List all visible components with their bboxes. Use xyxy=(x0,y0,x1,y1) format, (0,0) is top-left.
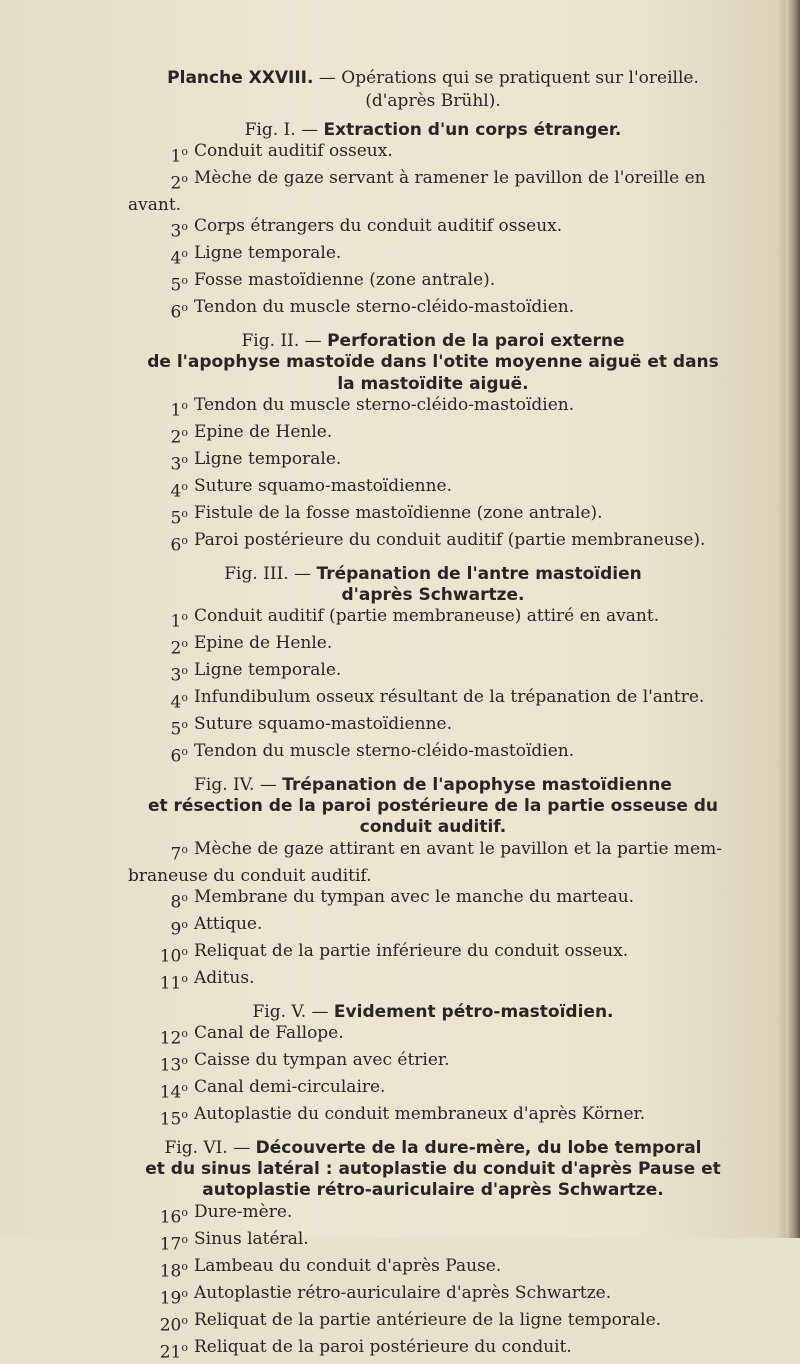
legend-number: 6$^o$ xyxy=(170,300,188,323)
legend-text: Ligne temporale. xyxy=(194,660,342,681)
legend-item xyxy=(128,1023,738,1050)
plate-subject: — Opérations qui se pratiquent sur l'oreille. xyxy=(313,68,699,88)
legend-text: Conduit auditif osseux. xyxy=(194,140,393,161)
legend-item xyxy=(128,297,738,324)
legend-text: Tendon du muscle sterno-cléido-mastoïdien. xyxy=(194,296,575,317)
figure-heading xyxy=(128,564,738,585)
figure-label: Fig. I. — xyxy=(244,119,324,140)
legend-item xyxy=(128,141,738,168)
figure-title: Trépanation de l'apophyse mastoïdienne xyxy=(282,774,672,795)
legend-text: Dure-mère. xyxy=(194,1201,293,1222)
legend-item xyxy=(128,476,738,503)
plate-number: Planche XXVIII. xyxy=(167,68,314,88)
figure-title: et résection de la paroi postérieure de la partie osseuse du xyxy=(147,796,719,817)
figure-title: conduit auditif. xyxy=(359,817,507,838)
legend-item xyxy=(128,1283,738,1310)
figure-heading-continued xyxy=(128,1180,738,1201)
figure-heading xyxy=(128,1138,738,1159)
legend-item xyxy=(128,168,738,195)
legend-item xyxy=(128,606,738,633)
figure-heading-continued xyxy=(128,585,738,606)
figure-title: Perforation de la paroi externe xyxy=(327,330,625,351)
figure-title: la mastoïdite aiguë. xyxy=(337,373,529,394)
legend-number: 1$^o$ xyxy=(170,610,188,632)
legend-item xyxy=(128,216,738,243)
figure-label: Fig. III. — xyxy=(224,563,317,584)
legend-text: Membrane du tympan avec le manche du marteau. xyxy=(194,886,635,907)
figure-section xyxy=(128,1002,738,1131)
figure-label: Fig. II. — xyxy=(241,330,328,351)
legend-text: Autoplastie rétro-auriculaire d'après Schwartze. xyxy=(194,1282,612,1303)
page-edge-shadow xyxy=(786,0,800,1238)
legend-item xyxy=(128,530,738,557)
legend-text: Canal de Fallope. xyxy=(194,1023,344,1044)
legend-item xyxy=(128,687,738,714)
figure-heading-continued xyxy=(128,1159,738,1180)
legend-item xyxy=(128,714,738,741)
legend-item xyxy=(128,968,738,995)
legend-item xyxy=(128,741,738,768)
legend-text: Suture squamo-mastoïdienne. xyxy=(194,475,452,496)
legend-number: 11$^o$ xyxy=(159,971,188,994)
legend-text: Attique. xyxy=(194,913,263,934)
legend-item xyxy=(128,395,738,422)
legend-item xyxy=(128,1256,738,1283)
legend-text: Tendon du muscle sterno-cléido-mastoïdien. xyxy=(194,740,575,761)
legend-number: 2$^o$ xyxy=(170,637,188,659)
legend-item xyxy=(128,941,738,968)
legend-number: 4$^o$ xyxy=(170,247,188,269)
figure-heading-continued xyxy=(128,352,738,373)
legend-number: 5$^o$ xyxy=(170,506,188,529)
figure-list xyxy=(128,120,738,1364)
legend-item xyxy=(128,243,738,270)
legend-item xyxy=(128,1310,738,1337)
legend-text: Reliquat de la partie inférieure du conduit osseux. xyxy=(194,940,629,961)
legend-number: 4$^o$ xyxy=(170,479,188,502)
plate-title xyxy=(128,68,738,89)
legend-text: Epine de Henle. xyxy=(194,633,333,654)
legend-text: Sinus latéral. xyxy=(194,1228,309,1249)
legend-number: 2$^o$ xyxy=(170,171,188,194)
legend-number: 20$^o$ xyxy=(159,1313,188,1336)
legend-number: 13$^o$ xyxy=(159,1054,188,1076)
figure-title: Evidement pétro-mastoïdien. xyxy=(333,1001,614,1022)
figure-section xyxy=(128,1138,738,1364)
figure-label: Fig. IV. — xyxy=(194,774,283,795)
figure-heading-continued xyxy=(128,796,738,817)
legend-text: Caisse du tympan avec étrier. xyxy=(194,1050,450,1071)
legend-item xyxy=(128,270,738,297)
legend-item xyxy=(128,1104,738,1131)
legend-number: 3$^o$ xyxy=(170,220,188,242)
figure-title: de l'apophyse mastoïde dans l'otite moyenne aiguë et dans xyxy=(147,352,719,373)
legend-number: 1$^o$ xyxy=(170,144,188,167)
legend-number: 18$^o$ xyxy=(159,1259,188,1282)
legend-number: 3$^o$ xyxy=(170,452,188,475)
legend-text: Autoplastie du conduit membraneux d'après Körner. xyxy=(194,1103,646,1124)
legend-text: Corps étrangers du conduit auditif osseux. xyxy=(194,216,563,237)
figure-section xyxy=(128,120,738,324)
legend-number: 10$^o$ xyxy=(159,944,188,967)
legend-number: 16$^o$ xyxy=(159,1205,188,1228)
figure-title: Extraction d'un corps étranger. xyxy=(323,119,622,140)
plate-legend xyxy=(128,68,738,1364)
legend-number: 21$^o$ xyxy=(159,1340,188,1363)
legend-text: Epine de Henle. xyxy=(194,421,333,442)
figure-heading xyxy=(128,1002,738,1023)
legend-number: 19$^o$ xyxy=(159,1286,188,1309)
legend-number: 5$^o$ xyxy=(170,717,188,740)
legend-text: Fosse mastoïdienne (zone antrale). xyxy=(194,270,496,290)
figure-label: Fig. V. — xyxy=(252,1001,334,1022)
figure-title: Trépanation de l'antre mastoïdien xyxy=(316,563,642,584)
figure-title: et du sinus latéral : autoplastie du conduit d'après Pause et xyxy=(145,1159,721,1180)
figure-heading xyxy=(128,120,738,141)
legend-text: Fistule de la fosse mastoïdienne (zone antrale). xyxy=(194,502,603,523)
legend-text: Mèche de gaze attirant en avant le pavillon et la partie mem- xyxy=(194,838,722,859)
legend-item xyxy=(128,449,738,476)
legend-item xyxy=(128,1050,738,1077)
legend-item xyxy=(128,1202,738,1229)
legend-text-continued: avant. xyxy=(128,194,182,215)
legend-number: 4$^o$ xyxy=(170,690,188,713)
legend-text: Conduit auditif (partie membraneuse) attiré en avant. xyxy=(194,606,660,627)
figure-heading xyxy=(128,331,738,352)
figure-heading-continued xyxy=(128,374,738,395)
figure-section xyxy=(128,564,738,768)
legend-number: 14$^o$ xyxy=(159,1080,188,1103)
legend-text-continued: braneuse du conduit auditif. xyxy=(128,865,372,886)
legend-number: 12$^o$ xyxy=(159,1027,188,1049)
legend-item xyxy=(128,633,738,660)
legend-item xyxy=(128,660,738,687)
legend-number: 8$^o$ xyxy=(170,890,188,913)
legend-item xyxy=(128,914,738,941)
legend-number: 6$^o$ xyxy=(170,533,188,556)
legend-text: Mèche de gaze servant à ramener le pavillon de l'oreille en xyxy=(194,167,706,188)
legend-number: 3$^o$ xyxy=(170,664,188,686)
legend-text: Suture squamo-mastoïdienne. xyxy=(194,713,452,734)
legend-text: Canal demi-circulaire. xyxy=(194,1076,386,1097)
legend-text: Lambeau du conduit d'après Pause. xyxy=(194,1255,502,1276)
legend-item xyxy=(128,1337,738,1364)
legend-text: Ligne temporale. xyxy=(194,448,342,469)
legend-text: Paroi postérieure du conduit auditif (partie membraneuse). xyxy=(194,529,706,550)
legend-item xyxy=(128,887,738,914)
legend-number: 9$^o$ xyxy=(170,917,188,940)
legend-number: 2$^o$ xyxy=(170,425,188,448)
figure-title: Découverte de la dure-mère, du lobe temporal xyxy=(255,1137,702,1158)
legend-item xyxy=(128,1077,738,1104)
legend-text: Ligne temporale. xyxy=(194,243,342,264)
legend-item xyxy=(128,422,738,449)
figure-heading-continued xyxy=(128,817,738,838)
legend-number: 17$^o$ xyxy=(159,1232,188,1255)
legend-text: Reliquat de la partie antérieure de la ligne temporale. xyxy=(194,1309,662,1330)
legend-number: 5$^o$ xyxy=(170,274,188,296)
legend-number: 1$^o$ xyxy=(170,398,188,421)
legend-text: Infundibulum osseux résultant de la trépanation de l'antre. xyxy=(194,686,705,707)
legend-number: 6$^o$ xyxy=(170,744,188,767)
figure-title: autoplastie rétro-auriculaire d'après Schwartze. xyxy=(202,1180,664,1201)
legend-text: Reliquat de la paroi postérieure du conduit. xyxy=(194,1336,572,1357)
legend-number: 7$^o$ xyxy=(170,842,188,865)
legend-text: Tendon du muscle sterno-cléido-mastoïdien. xyxy=(194,394,575,415)
legend-item xyxy=(128,1229,738,1256)
figure-title: d'après Schwartze. xyxy=(341,584,525,605)
figure-section xyxy=(128,331,738,557)
legend-text: Aditus. xyxy=(194,967,255,988)
legend-number: 15$^o$ xyxy=(159,1107,188,1130)
figure-label: Fig. VI. — xyxy=(164,1137,256,1158)
legend-item xyxy=(128,839,738,866)
legend-item xyxy=(128,503,738,530)
plate-attribution: (d'après Brühl). xyxy=(365,91,501,112)
figure-heading xyxy=(128,775,738,796)
figure-section xyxy=(128,775,738,995)
